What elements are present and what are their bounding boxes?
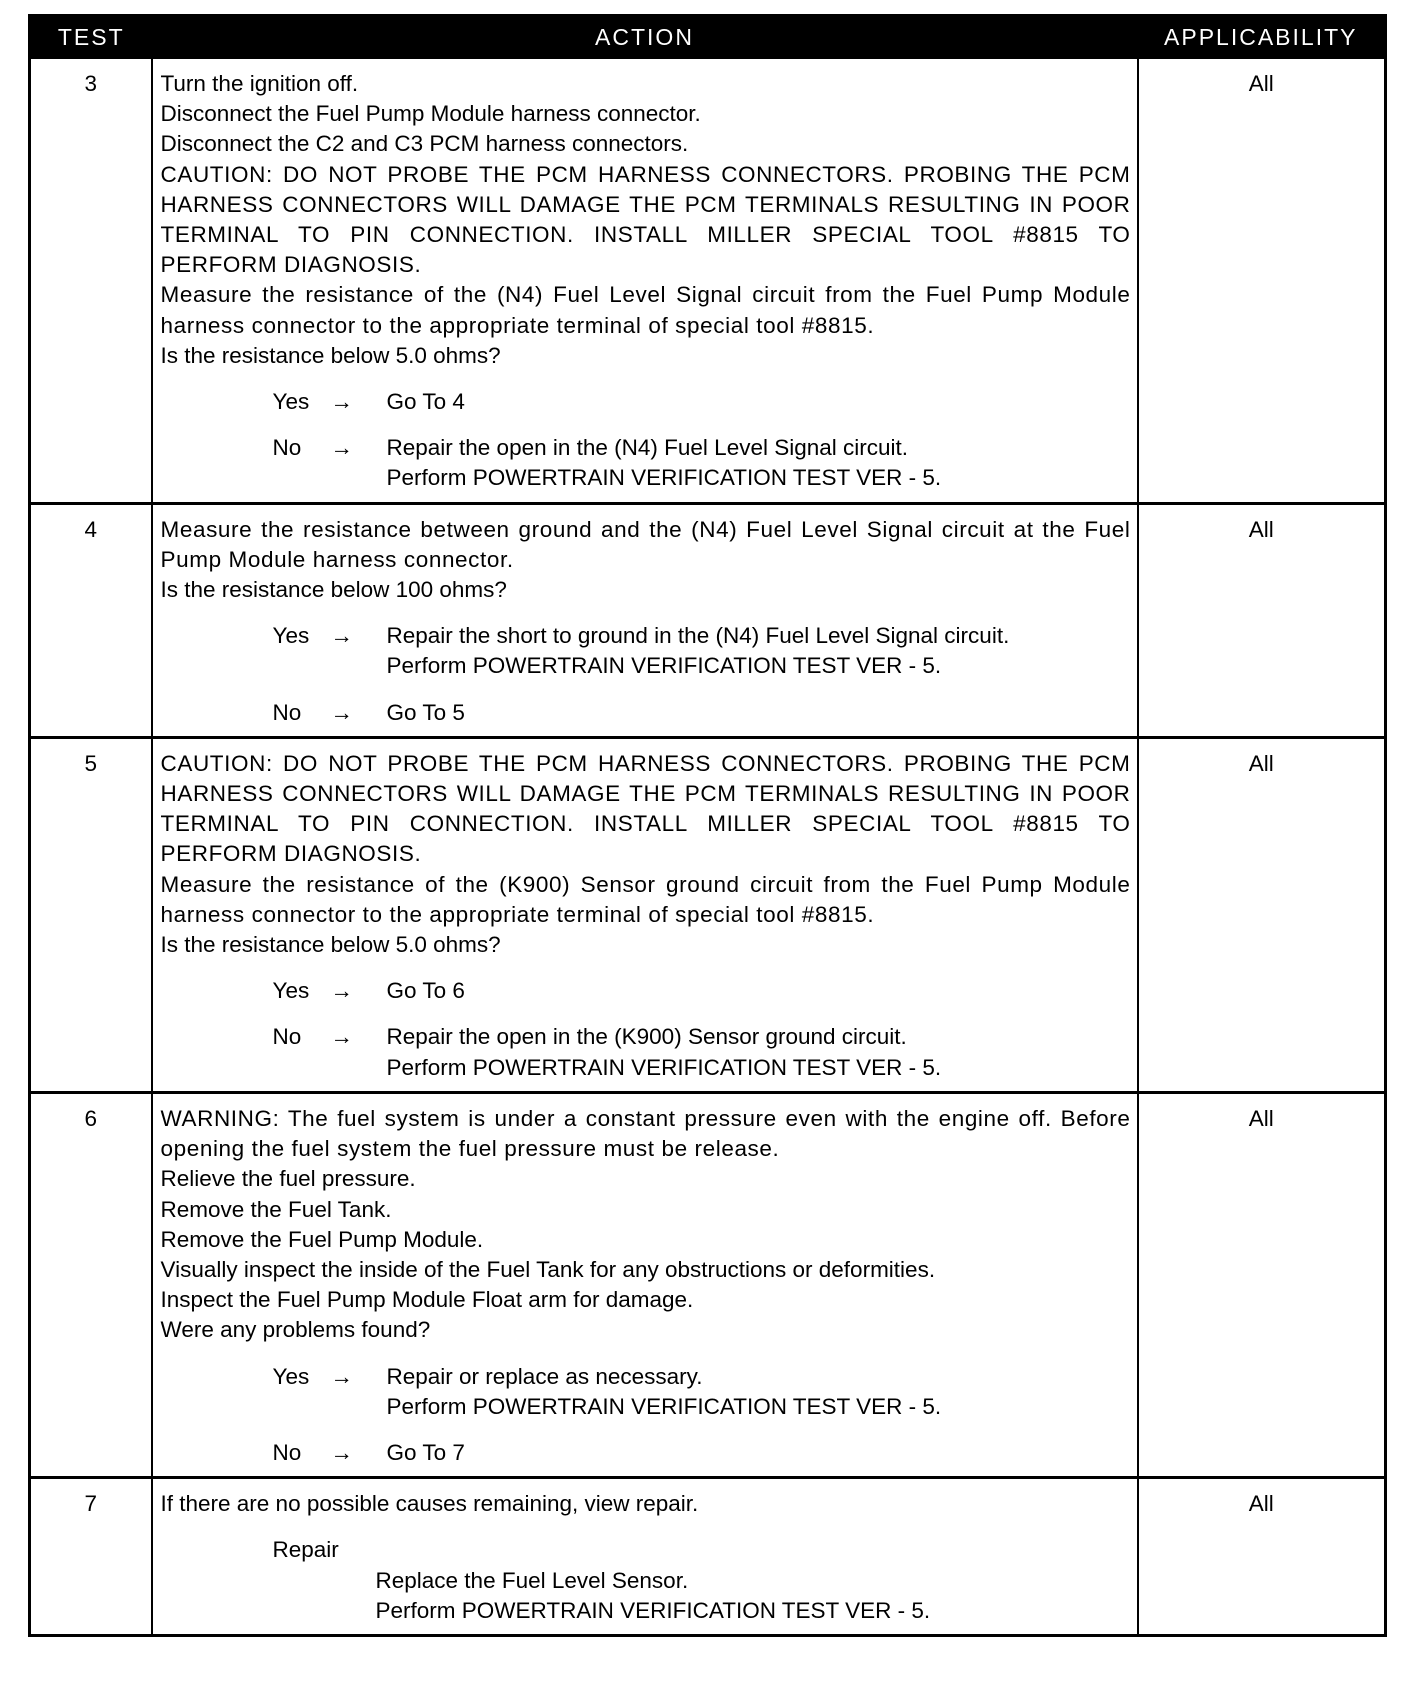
warning-text: WARNING: The fuel system is under a constant pressure even with the engine off. Before opening the fuel system the fuel pressure must be release. [160,1105,1131,1162]
action-line: Disconnect the Fuel Pump Module harness connector. [160,101,701,127]
action-line: Remove the Fuel Tank. [160,1196,392,1222]
yes-result-line: Go To 6 [386,978,465,1004]
right-arrow-icon: → [330,699,353,725]
test-number: 3 [30,58,152,503]
action-line: Inspect the Fuel Pump Module Float arm for damage. [160,1287,694,1313]
yes-result [387,1362,1131,1422]
header-test: TEST [30,16,152,59]
repair-line: Perform POWERTRAIN VERIFICATION TEST VER - 5. [375,1597,931,1623]
yes-result-line: Perform POWERTRAIN VERIFICATION TEST VER - 5. [386,1393,942,1419]
applicability: All [1138,58,1386,503]
no-branch [161,698,1131,728]
no-result-line: Perform POWERTRAIN VERIFICATION TEST VER - 5. [386,1054,942,1080]
diagnostic-test-table [28,14,1387,1637]
repair-instructions [161,1566,1131,1626]
no-result-line: Repair the open in the (K900) Sensor ground circuit. [386,1024,907,1050]
table-row-test-7 [30,1478,1386,1636]
no-branch [161,1022,1131,1082]
question-text: Is the resistance below 100 ohms? [160,577,507,603]
yes-branch [161,621,1131,681]
right-arrow-icon: → [330,435,353,461]
right-arrow-icon: → [330,623,353,649]
yes-result-line: Perform POWERTRAIN VERIFICATION TEST VER - 5. [386,653,942,679]
action-line: Visually inspect the inside of the Fuel Tank for any obstructions or deformities. [160,1256,936,1282]
no-result [387,698,1131,728]
no-result-line: Perform POWERTRAIN VERIFICATION TEST VER - 5. [386,465,942,491]
action-cell [152,1478,1138,1636]
caution-text: CAUTION: DO NOT PROBE THE PCM HARNESS CONNECTORS. PROBING THE PCM HARNESS CONNECTORS WILL DAMAGE THE PCM TERMINALS RESULTING IN POOR TERMINAL TO PIN CONNECTION. INSTALL MILLER SPECIAL TOOL #8815 TO PERFORM DIAGNOSIS. [160,161,1131,278]
applicability: All [1138,737,1386,1092]
test-number: 4 [30,503,152,737]
right-arrow-icon: → [330,1363,353,1389]
no-label: No [272,1439,302,1465]
yes-label: Yes [272,389,310,415]
table-row-test-4 [30,503,1386,737]
right-arrow-icon: → [330,978,353,1004]
question-text: Is the resistance below 5.0 ohms? [160,342,501,368]
yes-label: Yes [272,1363,310,1389]
table-row-test-3 [30,58,1386,503]
no-result [387,1022,1131,1082]
action-line: Remove the Fuel Pump Module. [160,1226,484,1252]
no-result-line: Repair the open in the (N4) Fuel Level Signal circuit. [386,435,909,461]
action-line: Disconnect the C2 and C3 PCM harness connectors. [160,131,689,157]
yes-result [387,976,1131,1006]
action-line: Relieve the fuel pressure. [160,1166,416,1192]
applicability: All [1138,1478,1386,1636]
right-arrow-icon: → [330,1024,353,1050]
no-result-line: Go To 5 [386,699,465,725]
repair-line: Replace the Fuel Level Sensor. [375,1567,689,1593]
no-result [387,1438,1131,1468]
measure-text: Measure the resistance of the (N4) Fuel Level Signal circuit from the Fuel Pump Module harness connector to the appropriate terminal of special tool #8815. [160,282,1131,338]
yes-branch [161,387,1131,417]
header-applicability: APPLICABILITY [1138,16,1386,59]
table-row-test-5 [30,737,1386,1092]
yes-branch [161,1362,1131,1422]
intro-text: If there are no possible causes remaining, view repair. [160,1491,699,1517]
action-cell [152,58,1138,503]
test-number: 6 [30,1092,152,1477]
no-result [387,433,1131,493]
action-cell [152,1092,1138,1477]
yes-result [387,387,1131,417]
no-result-line: Go To 7 [386,1439,465,1465]
measure-text: Measure the resistance of the (K900) Sensor ground circuit from the Fuel Pump Module harness connector to the appropriate terminal of special tool #8815. [160,871,1131,927]
no-branch [161,1438,1131,1468]
table-header-row [30,16,1386,59]
measure-text: Measure the resistance between ground and the (N4) Fuel Level Signal circuit at the Fuel Pump Module harness connector. [160,516,1131,572]
header-action: ACTION [152,16,1138,59]
yes-result-line: Go To 4 [386,389,465,415]
action-line: Turn the ignition off. [160,71,359,96]
applicability: All [1138,503,1386,737]
no-branch [161,433,1131,493]
repair-label: Repair [272,1537,339,1563]
action-cell [152,737,1138,1092]
question-text: Is the resistance below 5.0 ohms? [160,932,501,958]
yes-result-line: Repair or replace as necessary. [386,1363,703,1389]
table-row-test-6 [30,1092,1386,1477]
yes-label: Yes [272,978,310,1004]
right-arrow-icon: → [330,389,353,415]
no-label: No [272,1024,302,1050]
yes-label: Yes [272,623,310,649]
yes-result-line: Repair the short to ground in the (N4) Fuel Level Signal circuit. [386,623,1010,649]
no-label: No [272,699,302,725]
test-number: 7 [30,1478,152,1636]
yes-result [387,621,1131,681]
no-label: No [272,435,302,461]
action-cell [152,503,1138,737]
right-arrow-icon: → [330,1439,353,1465]
yes-branch [161,976,1131,1006]
applicability: All [1138,1092,1386,1477]
question-text: Were any problems found? [160,1317,431,1343]
test-number: 5 [30,737,152,1092]
caution-text: CAUTION: DO NOT PROBE THE PCM HARNESS CONNECTORS. PROBING THE PCM HARNESS CONNECTORS WILL DAMAGE THE PCM TERMINALS RESULTING IN POOR TERMINAL TO PIN CONNECTION. INSTALL MILLER SPECIAL TOOL #8815 TO PERFORM DIAGNOSIS. [160,750,1131,867]
